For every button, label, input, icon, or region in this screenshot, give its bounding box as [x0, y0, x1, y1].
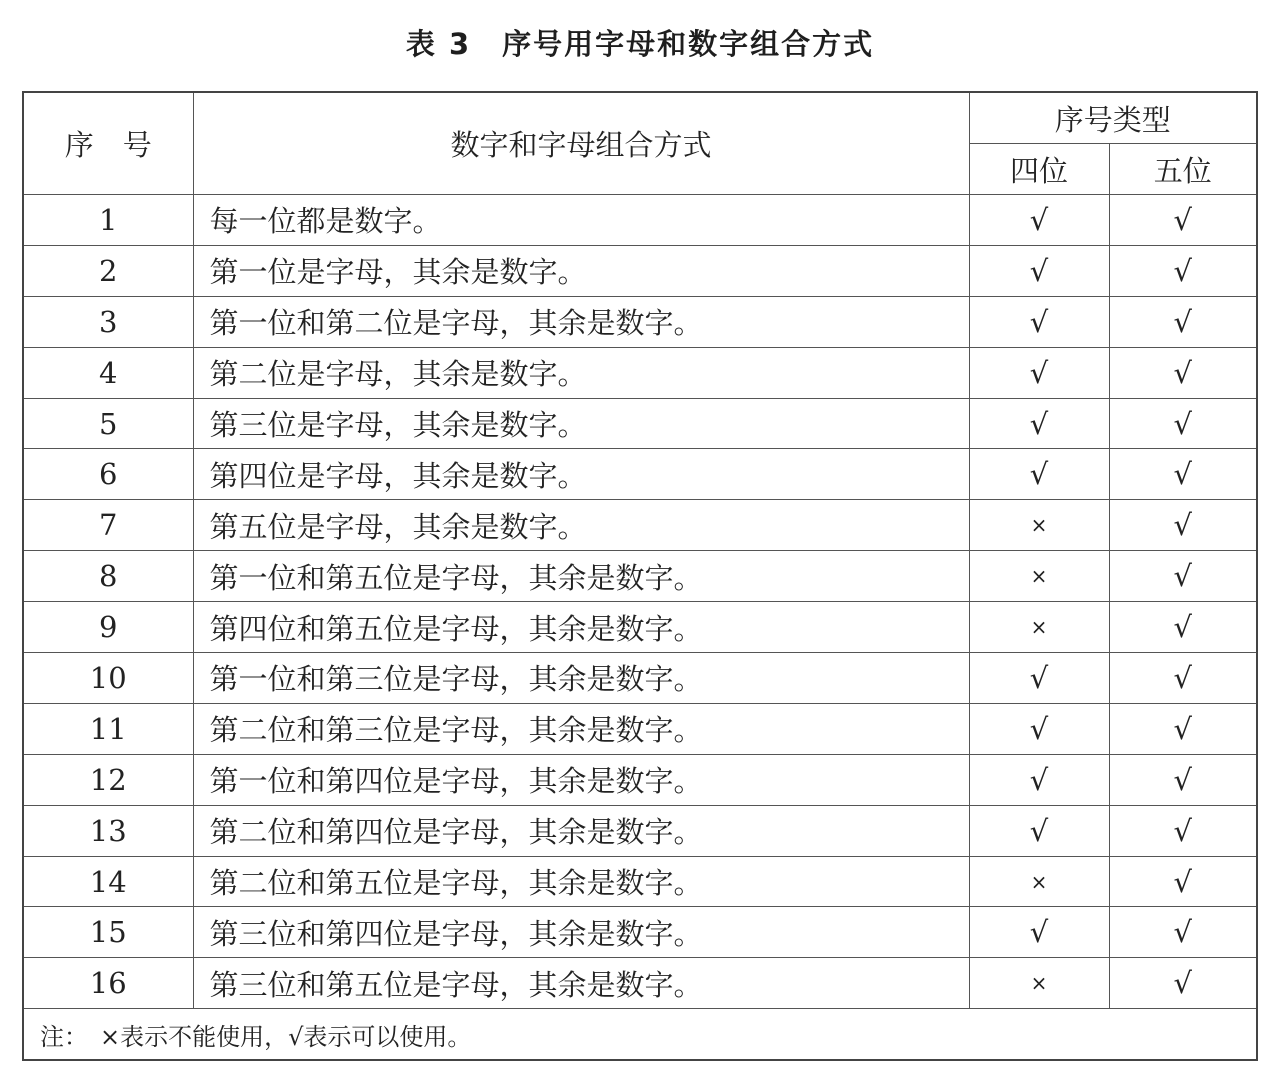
table-row	[23, 347, 1257, 398]
row-four-digit-mark: √	[969, 347, 1109, 398]
header-five-digit: 五位	[1109, 144, 1257, 195]
row-number: 13	[23, 805, 193, 856]
row-number: 6	[23, 449, 193, 500]
row-five-digit-mark: √	[1109, 602, 1257, 653]
table-row	[23, 398, 1257, 449]
row-combination: 第二位和第三位是字母，其余是数字。	[193, 703, 969, 754]
table-row	[23, 958, 1257, 1009]
table-row	[23, 754, 1257, 805]
row-number: 8	[23, 551, 193, 602]
row-five-digit-mark: √	[1109, 398, 1257, 449]
row-four-digit-mark: ×	[969, 551, 1109, 602]
row-combination: 第一位和第四位是字母，其余是数字。	[193, 754, 969, 805]
row-number: 14	[23, 856, 193, 907]
row-four-digit-mark: ×	[969, 602, 1109, 653]
row-combination: 第三位和第四位是字母，其余是数字。	[193, 907, 969, 958]
row-combination: 第五位是字母，其余是数字。	[193, 500, 969, 551]
header-type-group: 序号类型	[969, 92, 1257, 144]
row-combination: 第一位是字母，其余是数字。	[193, 245, 969, 296]
row-four-digit-mark: √	[969, 907, 1109, 958]
row-five-digit-mark: √	[1109, 245, 1257, 296]
table-row	[23, 805, 1257, 856]
table-row	[23, 296, 1257, 347]
row-combination: 第二位是字母，其余是数字。	[193, 347, 969, 398]
table-row	[23, 703, 1257, 754]
row-five-digit-mark: √	[1109, 958, 1257, 1009]
table-row	[23, 195, 1257, 246]
table-row	[23, 500, 1257, 551]
row-five-digit-mark: √	[1109, 754, 1257, 805]
row-number: 12	[23, 754, 193, 805]
table-row	[23, 653, 1257, 704]
row-combination: 第一位和第三位是字母，其余是数字。	[193, 653, 969, 704]
row-five-digit-mark: √	[1109, 907, 1257, 958]
row-five-digit-mark: √	[1109, 296, 1257, 347]
row-four-digit-mark: √	[969, 245, 1109, 296]
row-number: 10	[23, 653, 193, 704]
row-combination: 第三位是字母，其余是数字。	[193, 398, 969, 449]
row-combination: 第四位是字母，其余是数字。	[193, 449, 969, 500]
row-four-digit-mark: √	[969, 296, 1109, 347]
row-five-digit-mark: √	[1109, 449, 1257, 500]
row-four-digit-mark: √	[969, 805, 1109, 856]
table-note: 注： ×表示不能使用，√表示可以使用。	[23, 1009, 1257, 1061]
row-combination: 第三位和第五位是字母，其余是数字。	[193, 958, 969, 1009]
row-five-digit-mark: √	[1109, 551, 1257, 602]
row-number: 15	[23, 907, 193, 958]
table-row	[23, 245, 1257, 296]
row-four-digit-mark: √	[969, 195, 1109, 246]
header-number: 序 号	[23, 92, 193, 195]
row-four-digit-mark: √	[969, 653, 1109, 704]
table-row	[23, 907, 1257, 958]
row-number: 16	[23, 958, 193, 1009]
row-number: 9	[23, 602, 193, 653]
row-five-digit-mark: √	[1109, 703, 1257, 754]
row-number: 5	[23, 398, 193, 449]
row-four-digit-mark: √	[969, 449, 1109, 500]
table-row	[23, 449, 1257, 500]
row-number: 7	[23, 500, 193, 551]
header-combination: 数字和字母组合方式	[193, 92, 969, 195]
row-five-digit-mark: √	[1109, 856, 1257, 907]
row-four-digit-mark: √	[969, 398, 1109, 449]
row-five-digit-mark: √	[1109, 347, 1257, 398]
row-four-digit-mark: √	[969, 754, 1109, 805]
row-four-digit-mark: ×	[969, 958, 1109, 1009]
row-number: 4	[23, 347, 193, 398]
table-row	[23, 551, 1257, 602]
row-combination: 第四位和第五位是字母，其余是数字。	[193, 602, 969, 653]
row-number: 2	[23, 245, 193, 296]
header-four-digit: 四位	[969, 144, 1109, 195]
row-number: 3	[23, 296, 193, 347]
row-combination: 第二位和第四位是字母，其余是数字。	[193, 805, 969, 856]
row-number: 1	[23, 195, 193, 246]
row-combination: 第一位和第二位是字母，其余是数字。	[193, 296, 969, 347]
row-combination: 每一位都是数字。	[193, 195, 969, 246]
table-title: 表 3 序号用字母和数字组合方式	[405, 27, 875, 61]
row-four-digit-mark: √	[969, 703, 1109, 754]
table-body	[23, 195, 1257, 1009]
table-row	[23, 856, 1257, 907]
row-five-digit-mark: √	[1109, 653, 1257, 704]
row-five-digit-mark: √	[1109, 195, 1257, 246]
row-five-digit-mark: √	[1109, 500, 1257, 551]
table-row	[23, 602, 1257, 653]
row-four-digit-mark: ×	[969, 500, 1109, 551]
row-combination: 第一位和第五位是字母，其余是数字。	[193, 551, 969, 602]
row-number: 11	[23, 703, 193, 754]
row-four-digit-mark: ×	[969, 856, 1109, 907]
row-five-digit-mark: √	[1109, 805, 1257, 856]
combination-table	[22, 91, 1258, 1061]
row-combination: 第二位和第五位是字母，其余是数字。	[193, 856, 969, 907]
